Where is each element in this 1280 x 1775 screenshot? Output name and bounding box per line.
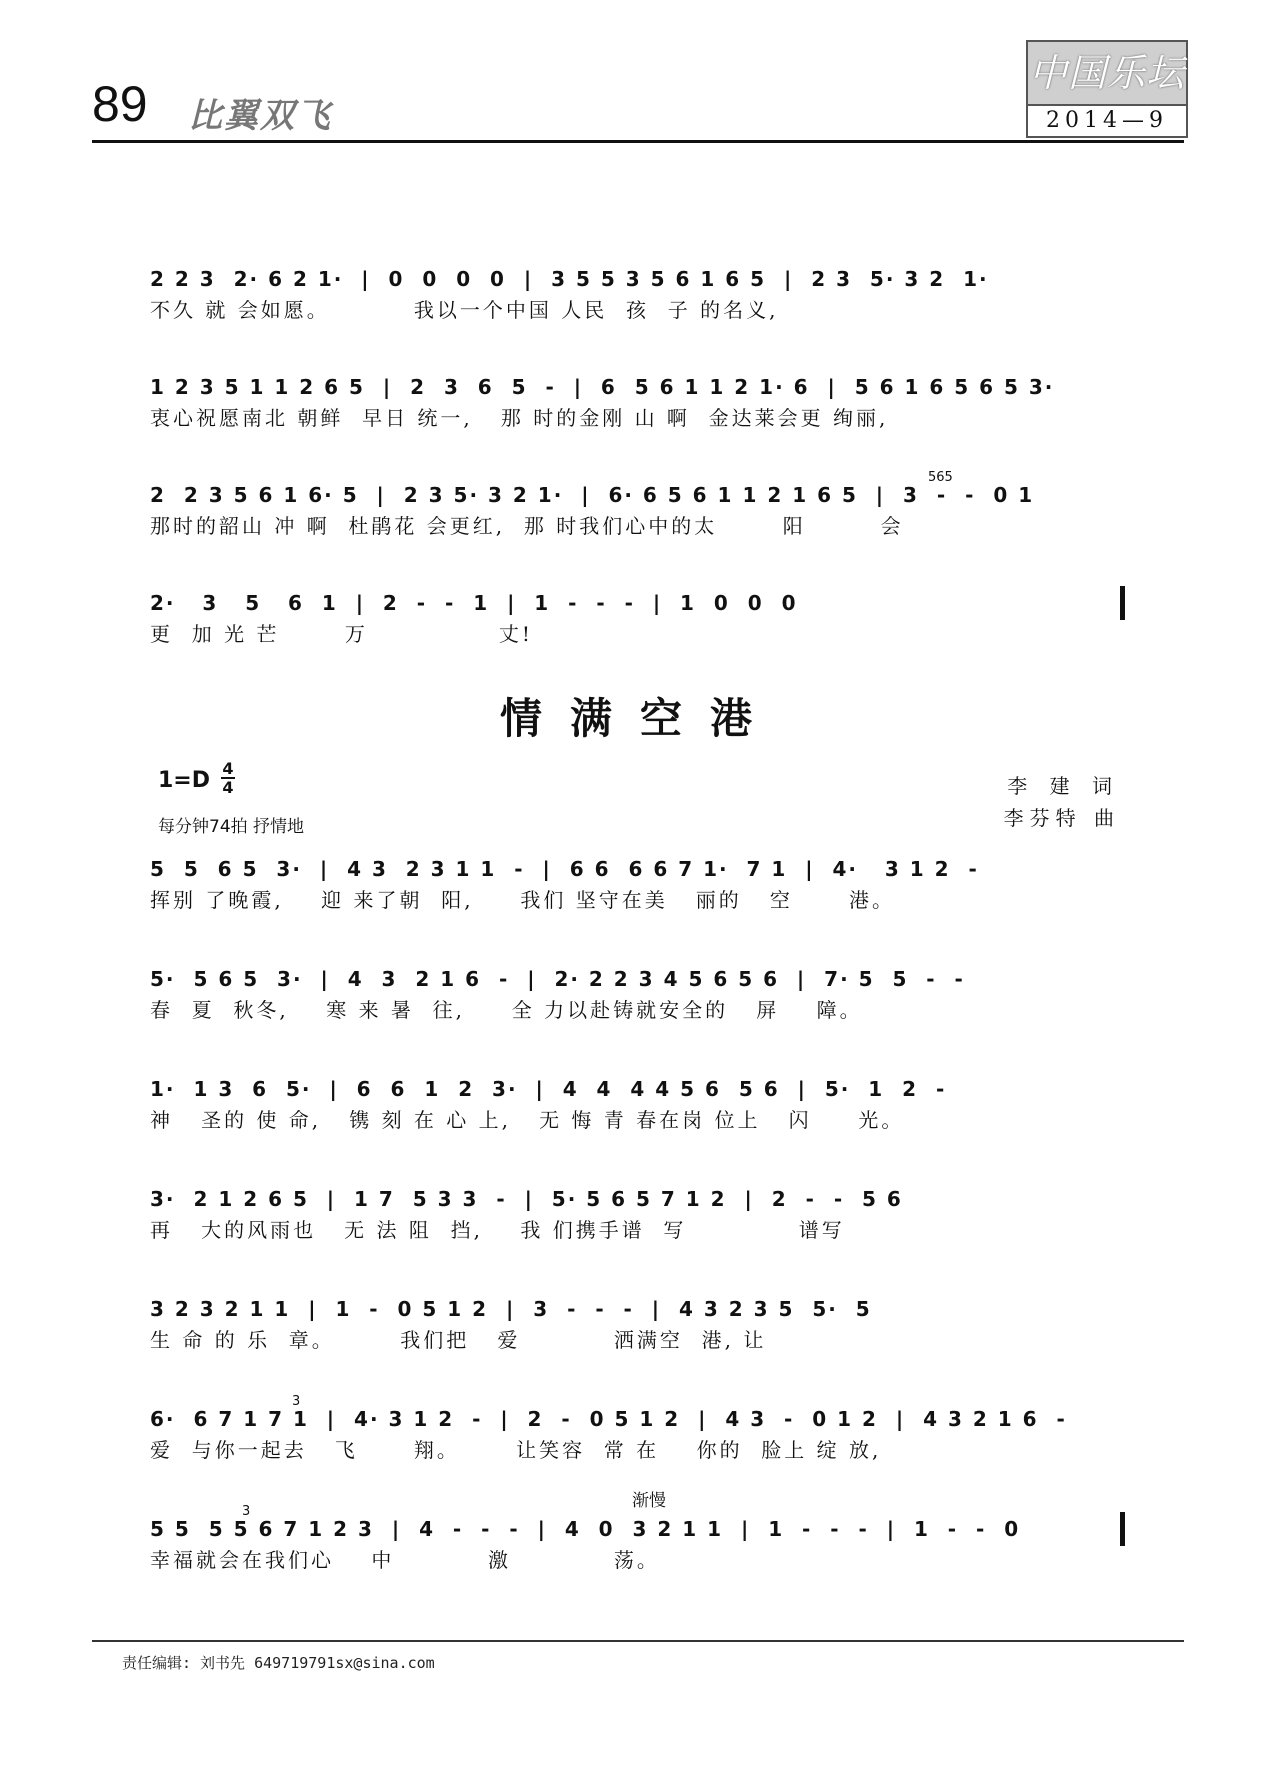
page-number: 89: [92, 76, 148, 132]
time-signature: [221, 760, 235, 796]
key-signature: 1=D: [158, 768, 211, 793]
time-signature-top: 4: [222, 759, 234, 778]
numbered-notation: 2 2 3 2· 6 2 1· | 0 0 0 0 | 3 5 5 3 5 6 1 6 5 | 2 3 5· 3 2 1·: [150, 267, 989, 291]
prev-song-row-4: [150, 586, 1130, 648]
footer-divider: [92, 1640, 1184, 1642]
song-row-6: [150, 1402, 1130, 1464]
song-row-2: [150, 962, 1130, 1024]
numbered-notation: 1 2 3 5 1 1 2 6 5 | 2 3 6 5 - | 6 5 6 1 1 2 1· 6 | 5 6 1 6 5 6 5 3·: [150, 375, 1055, 399]
lyrics-line: 神 圣的 使 命, 镌 刻 在 心 上, 无 悔 青 春在岗 位上 闪 光。: [150, 1108, 905, 1132]
header-divider: [92, 140, 1184, 143]
song-row-3: [150, 1072, 1130, 1134]
triplet-mark: 3: [242, 1504, 251, 1519]
numbered-notation: 3· 2 1 2 6 5 | 1 7 5 3 3 - | 5· 5 6 5 7 1 2 | 2 - - 5 6: [150, 1187, 903, 1211]
prev-song-row-2: [150, 370, 1130, 432]
numbered-notation: 5· 5 6 5 3· | 4 3 2 1 6 - | 2· 2 2 3 4 5 6 5 6 | 7· 5 5 - -: [150, 967, 965, 991]
prev-song-row-1: [150, 262, 1130, 324]
lyrics-line: 更 加 光 芒 万 丈!: [150, 622, 533, 646]
final-barline: [1120, 586, 1125, 620]
triplet-mark: 3: [292, 1394, 301, 1409]
lyrics-line: 幸福就会在我们心 中 激 荡。: [150, 1548, 660, 1572]
issue-number: 2014—9: [1026, 104, 1188, 138]
editor-credit: 责任编辑: 刘书先 649719791sx@sina.com: [122, 1654, 435, 1672]
numbered-notation: 1· 1 3 6 5· | 6 6 1 2 3· | 4 4 4 4 5 6 5 6 | 5· 1 2 -: [150, 1077, 947, 1101]
section-title: 比翼双飞: [188, 96, 332, 136]
lyrics-line: 那时的韶山 冲 啊 杜鹃花 会更红, 那 时我们心中的太 阳 会: [150, 514, 904, 538]
song-row-1: [150, 852, 1130, 914]
lyrics-line: 挥别 了晚霞, 迎 来了朝 阳, 我们 坚守在美 丽的 空 港。: [150, 888, 896, 912]
numbered-notation: 2 2 3 5 6 1 6· 5 | 2 3 5· 3 2 1· | 6· 6 5 6 1 1 2 1 6 5 | 3 - - 0 1: [150, 483, 1035, 507]
numbered-notation: 3 2 3 2 1 1 | 1 - 0 5 1 2 | 3 - - - | 4 3 2 3 5 5· 5: [150, 1297, 872, 1321]
prev-song-row-3: [150, 478, 1130, 540]
time-signature-bottom: 4: [222, 778, 234, 797]
numbered-notation: 5 5 6 5 3· | 4 3 2 3 1 1 - | 6 6 6 6 7 1· 7 1 | 4· 3 1 2 -: [150, 857, 979, 881]
grace-note: 565: [928, 470, 953, 485]
lyrics-line: 再 大的风雨也 无 法 阻 挡, 我 们携手谱 写 谱写: [150, 1218, 845, 1242]
lyricist-credit: 李 建 词: [1007, 774, 1120, 798]
numbered-notation: 6· 6 7 1 7 1 | 4· 3 1 2 - | 2 - 0 5 1 2 | 4 3 - 0 1 2 | 4 3 2 1 6 -: [150, 1407, 1067, 1431]
lyrics-line: 春 夏 秋冬, 寒 来 暑 往, 全 力以赴铸就安全的 屏 障。: [150, 998, 863, 1022]
numbered-notation: 5 5 5 5 6 7 1 2 3 | 4 - - - | 4 0 3 2 1 1 | 1 - - - | 1 - - 0: [150, 1517, 1021, 1541]
song-row-5: [150, 1292, 1130, 1354]
song-row-4: [150, 1182, 1130, 1244]
magazine-logo: 中国乐坛: [1026, 40, 1188, 106]
lyrics-line: 生 命 的 乐 章。 我们把 爱 洒满空 港, 让: [150, 1328, 767, 1352]
lyrics-line: 衷心祝愿南北 朝鲜 早日 统一, 那 时的金刚 山 啊 金达莱会更 绚丽,: [150, 406, 889, 430]
numbered-notation: 2· 3 5 6 1 | 2 - - 1 | 1 - - - | 1 0 0 0: [150, 591, 798, 615]
song-title: 情满空港: [499, 694, 780, 743]
final-barline: [1120, 1512, 1125, 1546]
ritardando-marking: 渐慢: [632, 1491, 666, 1511]
composer-credit: 李芬特 曲: [1003, 806, 1120, 830]
lyrics-line: 不久 就 会如愿。 我以一个中国 人民 孩 子 的名义,: [150, 298, 779, 322]
lyrics-line: 爱 与你一起去 飞 翔。 让笑容 常 在 你的 脸上 绽 放,: [150, 1438, 882, 1462]
tempo-marking: 每分钟74拍 抒情地: [158, 817, 305, 837]
song-row-7: [150, 1512, 1130, 1574]
